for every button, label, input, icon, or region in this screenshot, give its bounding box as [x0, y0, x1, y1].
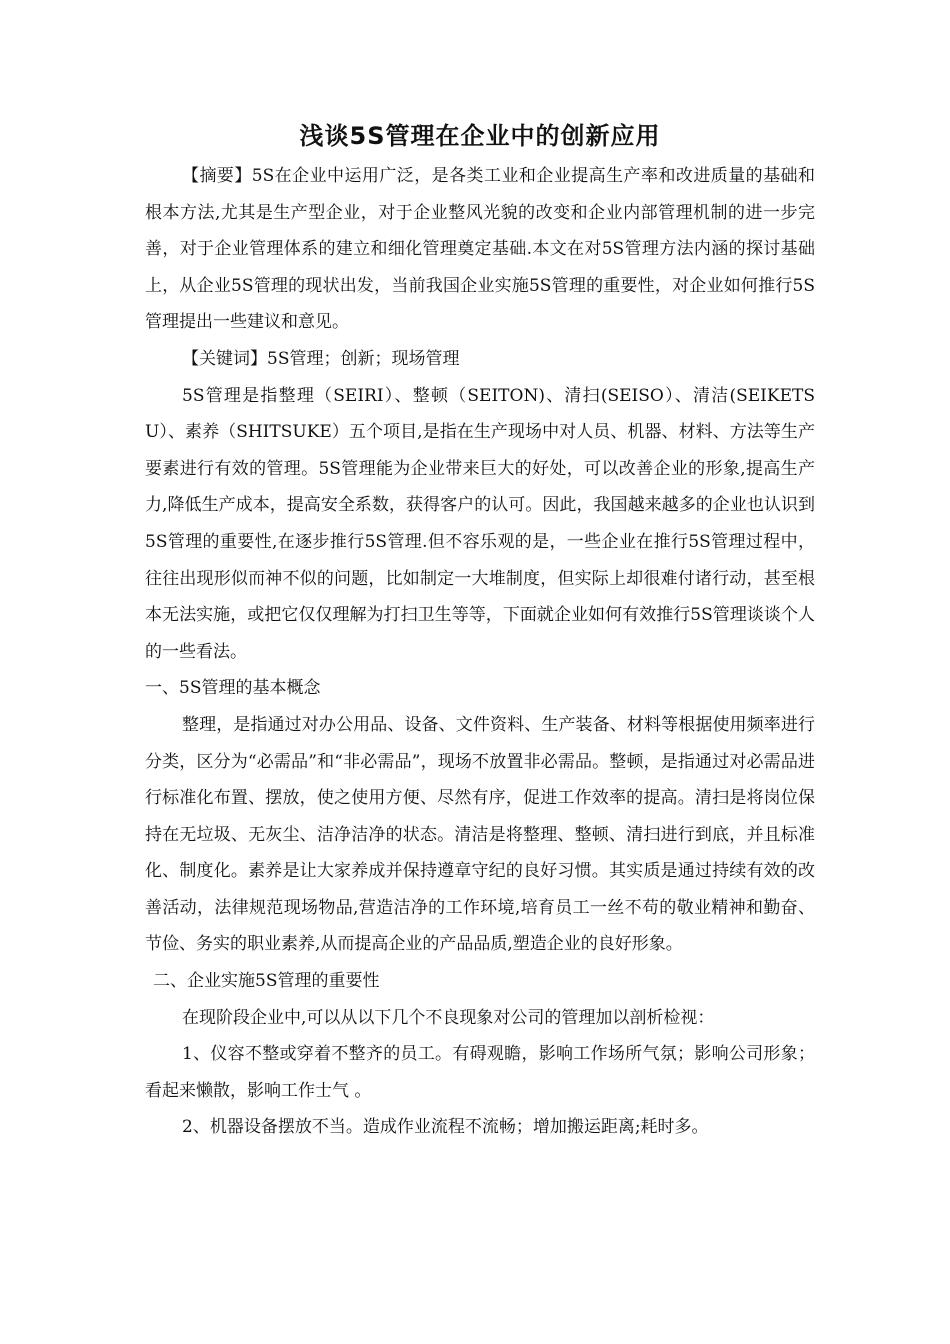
intro-paragraph: 5S管理是指整理（SEIRI）、整顿（SEITON)、清扫(SEISO）、清洁(SEIKETSU）、素养（SHITSUKE）五个项目,是指在生产现场中对人员、机器、材料、方法等生产要素进行有效的管理。5S管理能为企业带来巨大的好处，可以改善企业的形象,提高生产力,降低生产成本，提高安全系数，获得客户的认可。因此，我国越来越多的企业也认识到5S管理的重要性,在逐步推行5S管理.但不容乐观的是，一些企业在推行5S管理过程中，往往出现形似而神不似的问题，比如制定一大堆制度，但实际上却很难付诸行动，甚至根本无法实施，或把它仅仅理解为打扫卫生等等，下面就企业如何有效推行5S管理谈谈个人的一些看法。 — [145, 385, 815, 662]
list-item-2: 2、机器设备摆放不当。造成作业流程不流畅；增加搬运距离;耗时多。 — [182, 1117, 709, 1138]
abstract-paragraph: 【摘要】5S在企业中运用广泛，是各类工业和企业提高生产率和改进质量的基础和根本方法,尤其是生产型企业，对于企业整风光貌的改变和企业内部管理机制的进一步完善，对于企业管理体系的建立和细化管理奠定基础.本文在对5S管理方法内涵的探讨基础上，从企业5S管理的现状出发，当前我国企业实施5S管理的重要性，对企业如何推行5S管理提出一些建议和意见。 — [145, 166, 815, 333]
list-item-1: 1、仪容不整或穿着不整齐的员工。有碍观瞻，影响工作场所气氛；影响公司形象；看起来懒散，影响工作士气 。 — [145, 1044, 815, 1101]
document-title: 浅谈5S管理在企业中的创新应用 — [299, 122, 661, 150]
section1-body: 整理，是指通过对办公用品、设备、文件资料、生产装备、材料等根据使用频率进行分类，区分为“必需品”和“非必需品”，现场不放置非必需品。整顿，是指通过对必需品进行标准化布置、摆放，使之使用方便、尽然有序，促进工作效率的提高。清扫是将岗位保持在无垃圾、无灰尘、洁净洁净的状态。清洁是将整理、整顿、清扫进行到底，并且标准化、制度化。素养是让大家养成并保持遵章守纪的良好习惯。其实质是通过持续有效的改善活动，法律规范现场物品,营造洁净的工作环境,培育员工一丝不苟的敬业精神和勤奋、节俭、务实的职业素养,从而提高企业的产品品质,塑造企业的良好形象。 — [145, 714, 815, 955]
document-body — [145, 118, 815, 1146]
section2-intro: 在现阶段企业中,可以从以下几个不良现象对公司的管理加以剖析检视： — [182, 1007, 715, 1028]
section1-heading: 一、5S管理的基本概念 — [145, 678, 321, 699]
section2-heading: 二、企业实施5S管理的重要性 — [153, 971, 380, 992]
keywords-paragraph: 【关键词】5S管理；创新；现场管理 — [182, 348, 460, 369]
